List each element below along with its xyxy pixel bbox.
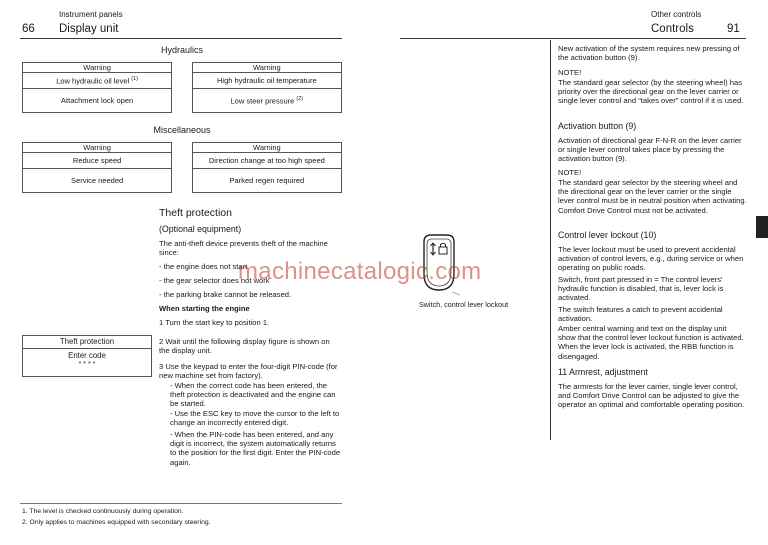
rc-para1: New activation of the system requires new pressing of the activation button (9). xyxy=(558,44,740,63)
sub-step-2: - Use the ESC key to move the cursor to the left to change an incorrectly entered digit. xyxy=(170,409,340,428)
misc-cell-direction-change: Direction change at too high speed xyxy=(192,153,341,169)
lockout-text-3: The switch features a catch to prevent accidental activation. xyxy=(558,305,723,324)
display-stars: * * * * xyxy=(78,361,96,368)
hydraulics-cell-attachment-lock: Attachment lock open xyxy=(23,89,172,113)
rc-note2-label: NOTE! xyxy=(558,168,582,177)
hydraulics-title: Hydraulics xyxy=(160,45,203,55)
misc-col2-header: Warning xyxy=(192,143,341,153)
theft-intro: The anti-theft device prevents theft of the machine since: xyxy=(159,239,328,258)
step-2: 2 Wait until the following display figure is shown on the display unit. xyxy=(159,337,330,356)
hydraulics-col1-header: Warning xyxy=(23,63,172,73)
armrest-text: The armrests for the lever carrier, single lever control, and Comfort Drive Control can be adjusted to give the operator an optimal and comfortable operating position. xyxy=(558,382,745,410)
switch-caption: Switch, control lever lockout xyxy=(419,300,509,309)
theft-bullet-3: - the parking brake cannot be released. xyxy=(159,290,292,299)
watermark: machinecatalogic.com xyxy=(238,258,482,285)
theft-title: Theft protection xyxy=(159,207,232,219)
theft-display-figure xyxy=(22,335,152,377)
lockout-text-4: Amber central warning and text on the display unit show that the control lever lockout function is activated. When the lever lock is activated, the RBB function is disengaged. xyxy=(558,324,744,361)
theft-bullet-2: - the gear selector does not work xyxy=(159,276,270,285)
misc-title: Miscellaneous xyxy=(153,125,211,135)
left-page-number: 66 xyxy=(22,23,35,35)
activation-text: Activation of directional gear F-N-R on the lever carrier or single lever control takes place by pressing the activation button (9). xyxy=(558,136,742,164)
activation-heading: Activation button (9) xyxy=(558,121,637,131)
misc-table xyxy=(22,142,342,193)
misc-cell-parked-regen: Parked regen required xyxy=(192,169,341,193)
step-1: 1 Turn the start key to position 1. xyxy=(159,318,270,327)
left-page-title: Display unit xyxy=(59,23,119,35)
step-3: 3 Use the keypad to enter the four-digit PIN-code (for new machine set from factory). xyxy=(159,362,338,381)
theft-subtitle: (Optional equipment) xyxy=(159,224,242,234)
starting-heading: When starting the engine xyxy=(159,304,250,313)
theft-bullet-1: - the engine does not start xyxy=(159,262,248,271)
display-title: Theft protection xyxy=(23,336,151,349)
left-header-rule xyxy=(20,38,342,39)
hydraulics-cell-low-steer: Low steer pressure $^{(2)}$ xyxy=(192,89,341,113)
footnote-rule xyxy=(20,503,342,504)
sub-step-3: - When the PIN-code has been entered, and any digit is incorrect, the system automatically returns to the position for the first digit. Enter the PIN-code again. xyxy=(170,430,341,467)
misc-cell-service: Service needed xyxy=(23,169,172,193)
right-section-label: Other controls xyxy=(651,10,702,19)
hydraulics-col2-header: Warning xyxy=(192,63,341,73)
misc-cell-reduce-speed: Reduce speed xyxy=(23,153,172,169)
display-prompt: Enter code xyxy=(68,351,106,360)
chapter-thumb-tab xyxy=(756,216,768,238)
sub-step-1: - When the correct code has been entered, the theft protection is deactivated and the engine can be started. xyxy=(170,381,336,409)
armrest-heading: 11 Armrest, adjustment xyxy=(558,367,648,377)
rc-note1-text: The standard gear selector (by the steering wheel) has priority over the directional gear on the lever carrier or single lever control and “takes over” control if it is used. xyxy=(558,78,744,106)
hydraulics-cell-low-oil: Low hydraulic oil level $^{(1)}$ xyxy=(23,73,172,89)
lockout-heading: Control lever lockout (10) xyxy=(558,230,657,240)
right-page-title: Controls xyxy=(651,23,694,35)
footnote-2: 2. Only applies to machines equipped with secondary steering. xyxy=(22,519,211,526)
misc-col1-header: Warning xyxy=(23,143,172,153)
hydraulics-cell-high-temp: High hydraulic oil temperature xyxy=(192,73,341,89)
right-page-number: 91 xyxy=(727,23,740,35)
hydraulics-table xyxy=(22,62,342,113)
footnote-1: 1. The level is checked continuously during operation. xyxy=(22,508,184,515)
right-header-rule xyxy=(400,38,746,39)
lockout-text-1: The lever lockout must be used to prevent accidental activation of control levers, e.g., during service or when operating on public roads. xyxy=(558,245,744,273)
right-column-divider xyxy=(550,40,551,440)
left-section-label: Instrument panels xyxy=(59,10,123,19)
lockout-text-2: Switch, front part pressed in = The control levers' hydraulic function is disabled, that is, lever lock is activated. xyxy=(558,275,724,303)
rc-note1-label: NOTE! xyxy=(558,68,582,77)
rc-note2-text: The standard gear selector by the steering wheel and the directional gear on the lever carrier or the single lever control must be in neutral position when activating. Comfort Drive Control must not be activated. xyxy=(558,178,747,215)
